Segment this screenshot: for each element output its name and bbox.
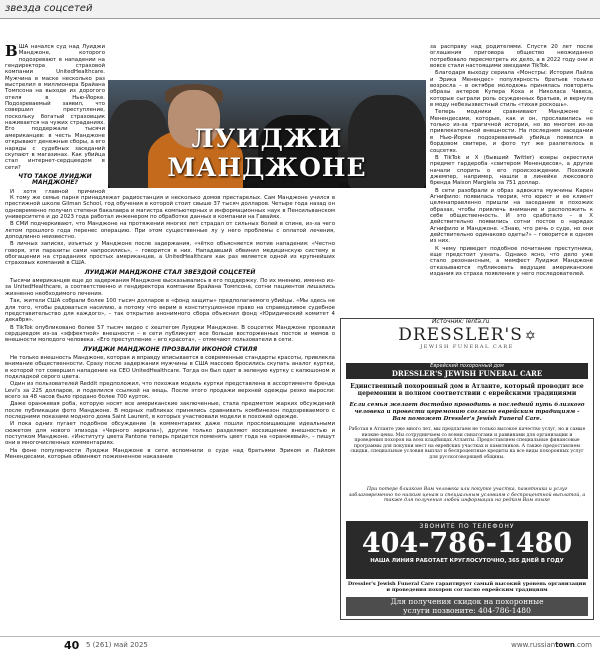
paragraph: В TikTok и X (бывший Twitter) юзеры окрестили предмет гардероба «свитером Менендесов», а другие начали спорить о его происхождении. Похожий джемпер, например, нашли в линейке люксового бренда Maison Margiela за 751 доллар. [430,154,593,187]
heading-style-icon: ЛУИДЖИ МАНДЖОНЕ ПРОЗВАЛИ ИКОНОЙ СТИЛЯ [82,345,258,353]
paragraph: Один из пользователей Reddit предположил, что похожая модель куртки представлена в ассортименте бренда Levi's за 225 долларов, и поделился ссылкой на вещь. После этого продажи верхней одежды резко выросли: всего за 48 часов было продано более 700 курток. [5,381,335,400]
brand-name: DRESSLER'S [398,325,523,345]
ad-claim: Единственный похоронный дом в Атланте, который проводит все церемонии в полном соответствии с еврейскими традициями [350,383,584,397]
section-header [0,0,600,19]
funeral-ad[interactable] [340,318,594,620]
paragraph: Не только внешность Манджоне, которая и вправду вписывается в современные стандарты красоты, привлекла внимание общественности. Сразу после задержания мужчины в США массово бросились скупать аналог куртки, в которой тот совершил нападение на CEO UnitedHealthcare. Тогда он был одет в зеленую куртку с капюшоном и подкладкой серого цвета. [5,354,335,380]
issue-info: 5 (261) май 2025 [86,641,148,649]
paragraph: В сети разобрали и образ адвоката мужчины Карен Агнифило: появилась теория, что юрист и ее клиент целенаправленно пришли на заседание в похожих образах, чтобы привлечь внимание и расположить к себе общественность. И это сработало – в X действительно появились сотни постов о нарядах Агнифило и Манджоне. «Знаю, что речь о суде, но они действительно одинаково одеты?» – говорится в одном из них. [430,187,593,245]
section-label: звезда соцсетей [5,3,93,14]
paragraph: В TikTok опубликовано более 57 тысяч видео с хештегом Луиджи Манджоне. В соцсетях Манджоне прозвали сердцеедом из-за «эффектной» внешности – в сети публикуют все больше восторженных постов и мемов о внешности молодого человека. «Его преступление – его красота», – отмечают пользователи в сети. [5,324,335,344]
ad-guarantee: Dressler's Jewish Funeral Care гарантирует самый высокий уровень организации и проведения похорон согласно еврейским традициям [347,581,587,593]
paragraph: Теперь модники сравнивают Манджоне с Менендесами, которые, как и он, прославились не только из-за трагичной истории, но во многом из-за привлекательной внешности. На последнем заседании в Нью-Йорке подозреваемый убийца появился в бордовом свитере, и фото тут же разлетелось в соцсетях. [430,109,593,154]
source-credit: Источник: lenta.ru [432,318,490,325]
ad-offer: Если семья желает достойно проводить в последний путь близкого человека и провести церемонию согласно еврейским традициям - Вам поможет Dressler's Jewish Funeral Care. [349,402,585,422]
star-of-david-icon: ✡ [524,329,536,344]
intro-paragraph: ВША начался суд над Луиджи Манджоне, которого подозревают в нападении на гендиректора страховой компании UnitedHealthcare. Мужчина в маске несколько раз выстрелил в миллионера Брайана Томпсона на выходе из дорогого отеля в Нью-Йорке. Подозреваемый заявил, что совершил преступление, поскольку богатый страховщик наживается на чужих страданиях. Его поддержали тысячи американцев: в честь Манджоне открывают денежные сборы, а его наряды с судебных заседаний скупают в магазинах. Как убийца стал интернет-сердцеедом в сети? [5,44,105,171]
left-column [5,44,105,194]
ad-contact-note: При потере близкого Вам человека или покупке участка, памятника и услуг заблаговременно по низким ценам и специальным условиям с беспроцентной выплатой, а также для получения любой информации на редком Вам языке [348,487,586,504]
right-column [430,44,593,316]
paragraph: На фоне популярности Луиджи Манджоне в сети вспомнили о суде над братьями Эриком и Лайлом Менендесами, которые обвиняют пожизненное наказание [5,447,335,461]
paragraph: Даже оранжевая роба, которую носят все американские заключенные, стала предметом жарких обсуждений после публикации фото Манджоне. В модных пабликах принялись сравнивать комбинезон подозреваемого с последними показами модного дома Saint Laurent, в которых участвовали модели в похожей одежде. [5,401,335,420]
paragraph: В личных записях, изъятых у Манджоне после задержания, «чётко объясняется мотив нападения: «Честно говоря, эти паразиты сами напросились», – говорится в них. Нападавший обвинил медицинскую систему в обогащении на страданиях простых американцев, а UnitedHealthcare как раз является одной из крупнейших страховых компаний в США. [5,241,335,267]
discount-line2: услуги позвоните: 404-786-1480 [403,606,531,615]
phone-number[interactable]: 404-786-1480 [361,528,573,559]
brand-subtitle: JEWISH FUNERAL CARE [420,344,514,350]
article-body [5,195,335,631]
paragraph: К тому же семье парня принадлежат радиостанция и несколько домов престарелых. Сам Манджоне учился в престижной школе Gilman School, год обучения в которой стоит свыше 37 тысяч долларов. Четыре года назад он одновременно получил степени бакалавра и магистра компьютерных и информационных наук в Пенсильванском университете и до 2023 года работал инженером по обработке данных в компании на Гавайях. [5,195,335,221]
ad-description: Работая в Атланте уже много лет, мы предлагаем не только высокое качество услуг, но и самые низкие цены. Мы сотрудничаем со всеми синагогами и раввинами для организации и проведения похорон на всех кладбищах Атланты. Предоставляем специальные финансовые программы для покупки мест на еврейских участках и памятников. А также предоставляем скидки, специальные условия выплат и беспроцентные кредиты на все виды похоронных услуг для русскоговорящей общины. [348,427,586,460]
paragraph: Тысячи американцев еще до задержания Манджоне высказывались в его поддержку. По их мнению, именно из-за UnitedHealthcare, а соответственно и гендиректора компании Брайана Томпсона, сотни пациентов лишались жизненно необходимого лечения. [5,278,335,297]
hours-note: НАША ЛИНИЯ РАБОТАЕТ КРУГЛОСУТОЧНО, 365 ДНЕЙ В ГОДУ [370,558,564,564]
paragraph: Так, жители США собрали более 100 тысяч долларов в «фонд защиты» предполагаемого убийцы. «Мы здесь не для того, чтобы радоваться насилию, а потому что верим в конституционное право на справедливое судебное представительство для каждого», – так открытие анонимного сбора объяснил фонд «Юридический комитет 4 декабря». [5,298,335,324]
mangione-photo [108,80,426,188]
heading-star: ЛУИДЖИ МАНДЖОНЕ СТАЛ ЗВЕЗДОЙ СОЦСЕТЕЙ [84,268,256,276]
photo-banner: ЛУИДЖИ МАНДЖОНЕ [167,124,367,182]
ad-title-box [346,363,588,379]
paragraph: И хотя главной причиной [10,188,105,194]
paragraph: за расправу над родителями. Спустя 20 лет после оглашения приговора общество неожиданно потребовало пересмотреть их дело, а в 2022 году они и вовсе стали настоящими звездами TikTok. [430,44,593,70]
site-url[interactable]: www.russiantown.com [511,641,592,649]
page-footer [0,636,600,651]
heading-who: ЧТО ТАКОЕ ЛУИДЖИ МАНДЖОНЕ? [18,172,92,187]
paragraph: В СМИ подчеркивают, что Манджоне на протяжении многих лет страдал от сильных болей в спине, из-за чего летом прошлого года перенес операцию. При этом существенные лу у него проблемы с оплатой лечения, доподлинно неизвестно. [5,221,335,241]
paragraph: Благодаря выходу сериала «Монстры: История Лайла и Эрика Менендес» популярность братьев только возросла – в октябре молодежь принялась повторять образы актеров Купера Коха и Николаса Чавеса, которые сыграли роль осужденных братьев, и вернула в моду небезызвестный стиль «тихая роскошь». [430,70,593,109]
ad-title-line2: DRESSLER'S JEWISH FUNERAL CARE [391,369,543,378]
page-number: 40 [64,639,80,652]
phone-box[interactable] [346,521,588,579]
discount-line1: Для получения скидок на похоронные [390,597,544,606]
discount-box [346,597,588,616]
paragraph: И пока одних пугает подобное обсуждение (в комментариях даже пошли прослоищающие идеальными сюжетом для нового эпизода «Черного зеркала»), другие только разделяют восхищение внешностью и поступком Манджоне. «Институту цвета Pantone теперь придется поменять цвет года на «оранжевый», – пишут они в многочисленных комментариях. [5,421,335,447]
ad-logo [341,325,593,350]
ad-title-line1: Еврейский похоронный дом [430,363,504,369]
call-label: ЗВОНИТЕ ПО ТЕЛЕФОНУ [419,523,515,530]
paragraph: К чему приведет подобное почитание преступника, еще предстоит узнать. Однако ясно, что дело уже стало резонансным, а мемфест Луиджи Манджоне отказываются публиковать ведущие американские издания из страха появления у него последователей. [430,245,593,278]
